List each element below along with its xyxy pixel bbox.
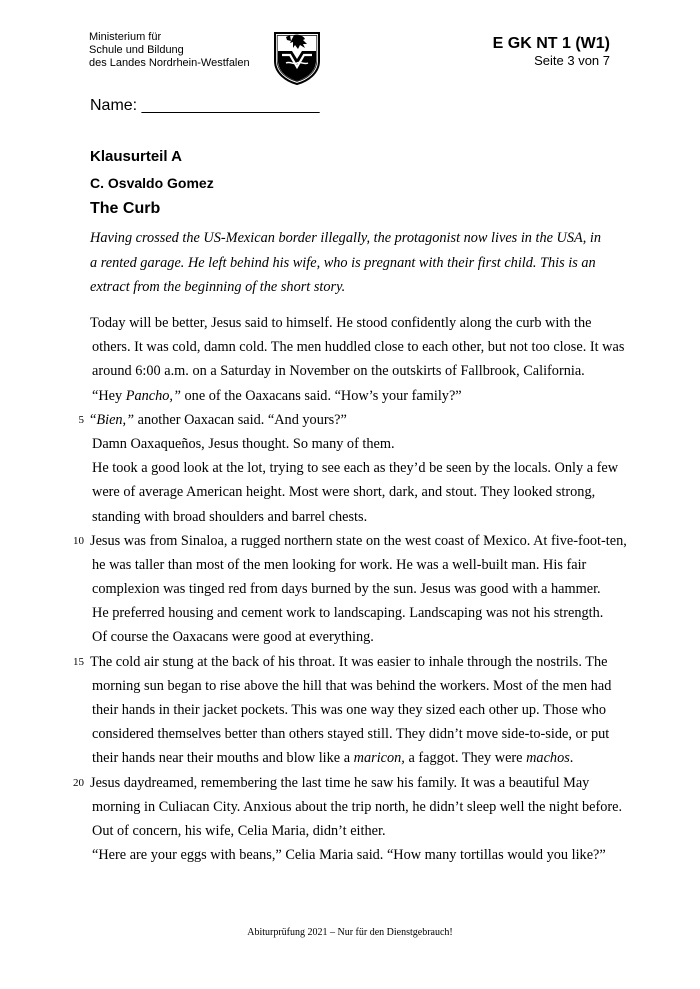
name-field: Name: ____________________ [90, 97, 320, 114]
text-line [90, 746, 630, 770]
ministry-line: Ministerium für [89, 31, 162, 43]
page-footer: Abiturprüfung 2021 – Nur für den Dienstgebrauch! [247, 927, 453, 938]
text-segment: . [569, 750, 574, 767]
author-heading: C. Osvaldo Gomez [90, 175, 214, 191]
text-line [73, 529, 630, 553]
text-line [90, 625, 630, 649]
nrw-coat-of-arms-icon [272, 31, 322, 85]
text-segment: standing with broad shoulders and barrel chests. [92, 508, 368, 525]
ministry-line: Schule und Bildung [89, 44, 184, 56]
text-segment: morning in Culiacan City. Anxious about the trip north, he didn’t sleep well the night before. [92, 798, 623, 815]
text-segment: complexion was tinged red from days burned by the sun. Jesus was good with a hammer. [92, 581, 601, 598]
text-line [90, 311, 630, 335]
text-line [73, 771, 630, 795]
exam-info [493, 34, 610, 69]
text-segment: Jesus daydreamed, remembering the last time he saw his family. It was a beautiful May [90, 774, 590, 791]
text-segment: Jesus was from Sinaloa, a rugged northern state on the west coast of Mexico. At five-foot-ten, [90, 532, 627, 549]
italic-text: machos [526, 750, 570, 767]
text-segment: considered themselves better than others stayed still. They didn’t move side-to-side, or put [92, 726, 610, 743]
story-text [73, 311, 630, 867]
text-line [90, 722, 630, 746]
text-line [90, 359, 630, 383]
text-segment: others. It was cold, damn cold. The men huddled close to each other, but not too close. It was [92, 339, 625, 356]
intro-line: a rented garage. He left behind his wife, who is pregnant with their first child. This is an [90, 254, 596, 271]
text-segment: one of the Oaxacans said. “How’s your family?” [180, 387, 462, 404]
text-line [90, 456, 630, 480]
text-line [90, 577, 630, 601]
text-segment: he was taller than most of the men looking for work. He was a well-built man. His fair [92, 556, 587, 573]
line-number: 20 [73, 776, 84, 789]
text-line [90, 553, 630, 577]
line-number: 15 [73, 655, 84, 668]
text-line [90, 674, 630, 698]
text-line [73, 650, 630, 674]
text-segment: He took a good look at the lot, trying to see each as they’d be seen by the locals. Only a few [92, 460, 619, 477]
text-segment: their hands near their mouths and blow like a [92, 750, 354, 767]
text-line [90, 843, 630, 867]
text-line [90, 432, 630, 456]
text-line [90, 480, 630, 504]
text-line [78, 408, 630, 432]
text-segment: Damn Oaxaqueños, Jesus thought. So many of them. [92, 435, 395, 452]
italic-text: maricon, [353, 750, 405, 767]
text-segment: He preferred housing and cement work to landscaping. Landscaping was not his strength. [92, 605, 604, 622]
intro-line: Having crossed the US-Mexican border illegally, the protagonist now lives in the USA, in [90, 230, 602, 246]
line-number: 10 [73, 534, 84, 547]
ministry-name [89, 31, 250, 70]
section-part-heading: Klausurteil A [90, 148, 182, 165]
text-segment: Of course the Oaxacans were good at everything. [92, 629, 374, 646]
exam-code: E GK NT 1 (W1) [492, 35, 610, 52]
text-line [90, 819, 630, 843]
text-segment: around 6:00 a.m. on a Saturday in November on the outskirts of Fallbrook, California. [92, 363, 585, 380]
ministry-line: des Landes Nordrhein-Westfalen [89, 57, 250, 69]
text-segment: The cold air stung at the back of his throat. It was easier to inhale through the nostrils. The [90, 653, 608, 670]
intro-paragraph [90, 226, 620, 300]
intro-line: extract from the beginning of the short story. [90, 279, 346, 295]
text-segment: Today will be better, Jesus said to himself. He stood confidently along the curb with the [90, 315, 592, 331]
italic-text: Pancho,” [125, 387, 181, 404]
text-segment: “Hey [92, 387, 126, 404]
text-line [90, 601, 630, 625]
text-line [90, 384, 630, 408]
text-segment: their hands in their jacket pockets. This was one way they sized each other up. Those who [92, 702, 607, 718]
text-line [90, 505, 630, 529]
line-number: 5 [78, 413, 84, 426]
text-segment: Out of concern, his wife, Celia Maria, didn’t either. [92, 822, 386, 839]
text-segment: another Oaxacan said. “And yours?” [134, 411, 347, 428]
text-segment: were of average American height. Most were short, dark, and stout. They looked strong, [92, 484, 596, 501]
page-info: Seite 3 von 7 [534, 53, 610, 68]
text-segment: “Here are your eggs with beans,” Celia Maria said. “How many tortillas would you like?” [92, 847, 606, 864]
text-segment: a faggot. They were [404, 750, 527, 767]
italic-text: Bien,” [96, 411, 135, 428]
text-segment: “ [90, 411, 97, 428]
story-title: The Curb [90, 200, 161, 217]
text-segment: morning sun began to rise above the hill that was behind the workers. Most of the men had [92, 677, 612, 694]
text-line [90, 335, 630, 359]
text-line [90, 698, 630, 722]
text-line [90, 795, 630, 819]
